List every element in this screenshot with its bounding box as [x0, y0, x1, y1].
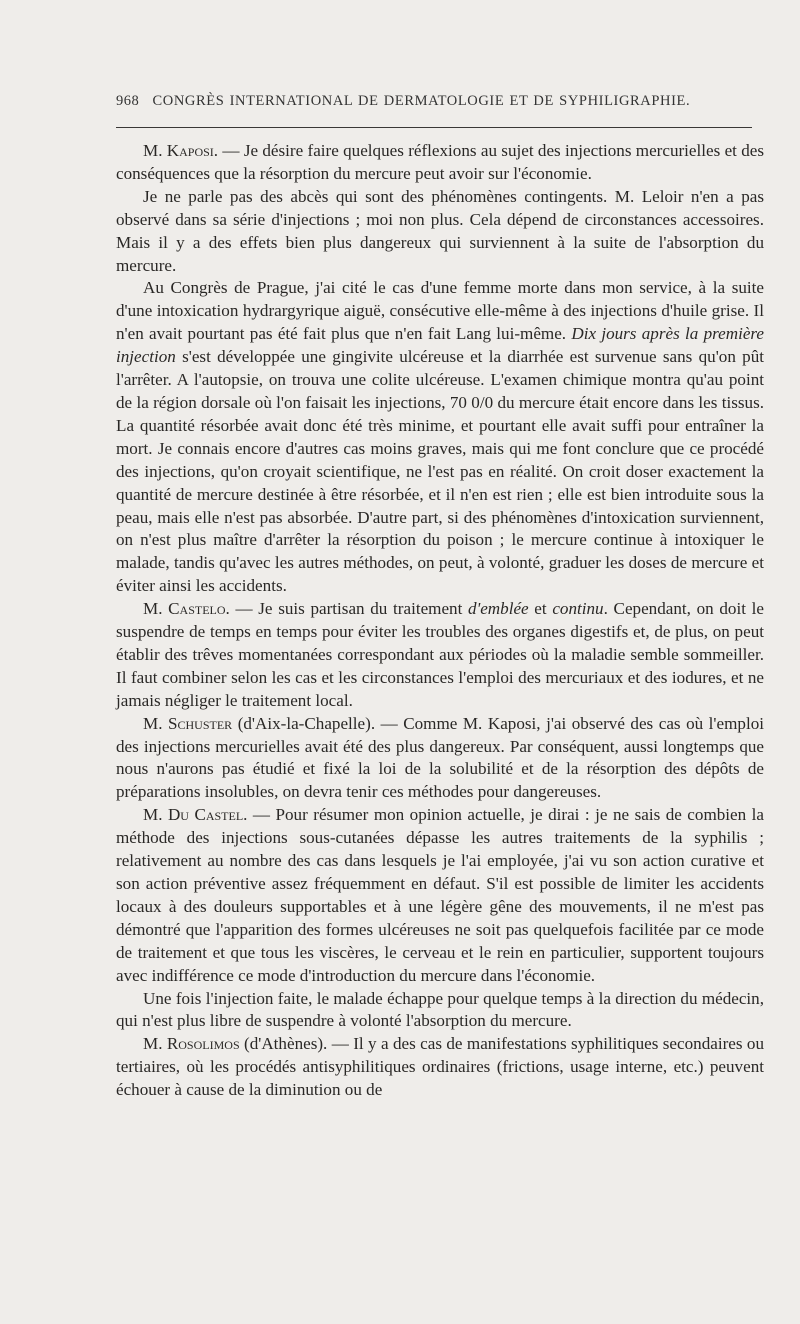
paragraph-text: Une fois l'injection faite, le malade échappe pour quelque temps à la direction du médecin, qui n'est plus libre de suspendre à volonté l'absorption du mercure. — [116, 988, 764, 1031]
speech-text: . Cependant, on doit le suspendre de temps en temps pour éviter les troubles des organes digestifs et, de plus, on peut établir des trêves momentanées correspondant aux périodes où la maladie semble sommeiller. Il faut combiner selon les cas et les circonstances l'emploi des mercuriaux et des iodures, et ne jamais négliger le traitement local. — [116, 599, 764, 710]
speaker-name: M. Kaposi. — [143, 141, 219, 160]
speech-text: (d'Athènes). — Il y a des cas de manifestations syphilitiques secondaires ou tertiaires, où les procédés antisyphilitiques ordinaires (frictions, usage interne, etc.) peuvent échouer à cause de la diminution ou de — [116, 1034, 764, 1100]
paragraph-text: Au Congrès de Prague, j'ai cité le cas d'une femme morte dans mon service, à la suite d'une intoxication hydrargyrique aiguë, consécutive elle-même à des injections d'huile grise. Il n'en avait pourtant pas été fait plus que n'en fait Lang lui-même. — [116, 278, 764, 344]
paragraph-du-castel — [116, 804, 764, 987]
paragraph-prague — [116, 277, 764, 598]
speech-text: — Je suis partisan du traitement — [229, 599, 469, 619]
italic-phrase: continu — [552, 599, 604, 619]
page-number: 968 — [116, 93, 140, 109]
paragraph-kaposi — [116, 140, 764, 186]
italic-phrase: Dix jours après la première injection — [116, 324, 765, 367]
speaker-name: M. Rosolimos — [143, 1034, 240, 1054]
paragraph-castelo — [116, 598, 764, 713]
italic-phrase: d'emblée — [468, 599, 529, 619]
speech-text: — Je désire faire quelques réflexions au sujet des injections mercurielles et des conséquences que la résorption du mercure peut avoir sur l'économie. — [116, 141, 765, 183]
body-text — [116, 140, 764, 1102]
speech-text: — Pour résumer mon opinion actuelle, je dirai : je ne sais de combien la méthode des injections sous-cutanées dépasse les autres traitements de la syphilis ; relativement au nombre des cas dans lesquels je l'ai employée, j'ai vu son action curative et son action préventive assez fréquemment en défaut. S'il est possible de limiter les accidents locaux à des douleurs supportables et à une légère gêne des mouvements, il ne m'est pas démontré que l'apparition des formes ulcéreuses ne soit pas quelquefois facilitée par ce mode de traitement et que tous les viscères, le cerveau et le rein en particulier, supportent toujours avec indifférence ce mode d'introduction du mercure dans l'économie. — [116, 805, 764, 985]
speaker-name: M. Schuster — [143, 713, 233, 733]
speaker-name: M. Castelo. — [143, 599, 230, 619]
paragraph-injection — [116, 988, 764, 1034]
paragraph-text: Je ne parle pas des abcès qui sont des phénomènes contingents. M. Leloir n'en a pas observé dans sa série d'injections ; moi non plus. Cela dépend de circonstances accessoires. Mais il y a des effets bien plus dangereux qui surviennent à la suite de l'absorption du mercure. — [116, 186, 764, 275]
paragraph-rosolimos — [116, 1033, 764, 1102]
header-rule — [116, 127, 752, 128]
paragraph-schuster — [116, 713, 764, 805]
running-title: CONGRÈS INTERNATIONAL DE DERMATOLOGIE ET DE SYPHILIGRAPHIE. — [152, 93, 691, 109]
speech-text: et — [528, 599, 553, 619]
paragraph-abces — [116, 186, 764, 278]
speech-text: (d'Aix-la-Chapelle). — Comme M. Kaposi, j'ai observé des cas où l'emploi des injections mercurielles avait été des plus dangereux. Par conséquent, aussi longtemps que nous n'aurons pas étudié et fixé la loi de la solubilité et de la résorption des dépôts de préparations insolubles, on devra tenir ces méthodes pour dangereuses. — [116, 713, 764, 802]
speaker-name: M. Du Castel. — [143, 805, 248, 825]
running-header — [116, 93, 752, 110]
paragraph-text: s'est développée une gingivite ulcéreuse et la diarrhée est survenue sans qu'on pût l'arrêter. A l'autopsie, on trouva une colite ulcéreuse. L'examen chimique montra qu'au point de la région dorsale où l'on faisait les injections, 70 0/0 du mercure était encore dans les tissus. La quantité résorbée avait donc été très minime, et pourtant elle avait suffi pour entraîner la mort. Je connais encore d'autres cas moins graves, mais qui me font conclure que ce procédé des injections, qu'on croyait scientifique, ne l'est pas en réalité. On croit doser exactement la quantité de mercure destinée à être résorbée, et il n'en est rien ; elle est bien introduite sous la peau, mais elle n'est pas absorbée. D'autre part, si des phénomènes d'intoxication surviennent, on n'est plus maître d'arrêter la résorption du poison ; le mercure continue à intoxiquer le malade, tandis qu'avec les autres méthodes, on peut, à volonté, graduer les doses de mercure et éviter ainsi les accidents. — [116, 347, 764, 596]
